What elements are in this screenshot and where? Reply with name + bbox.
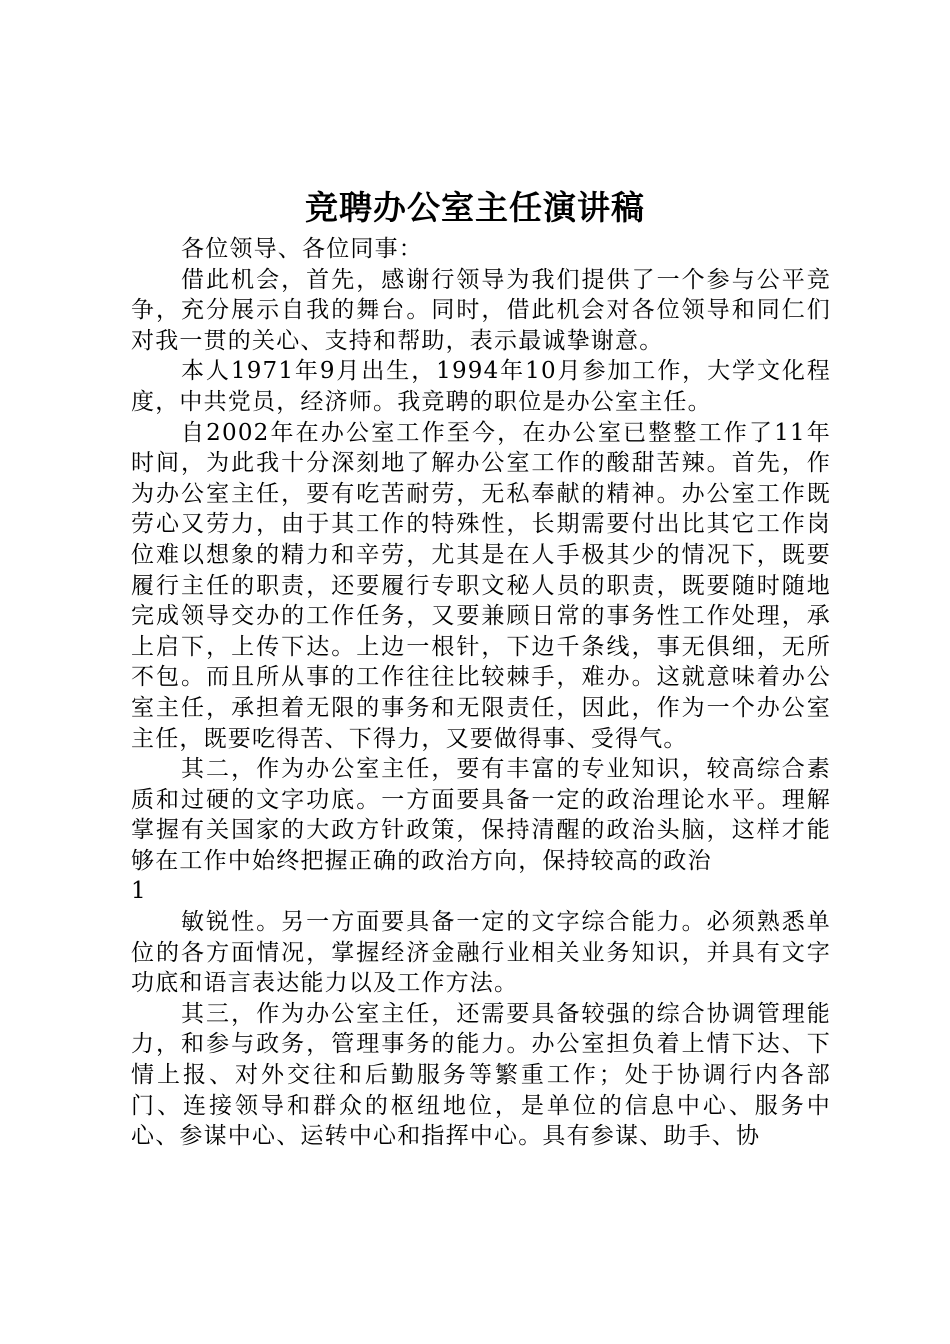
document-title: 竞聘办公室主任演讲稿 [305, 188, 645, 227]
paragraph-3: 自2002年在办公室工作至今，在办公室已整整工作了11年时间，为此我十分深刻地了解办公室工作的酸甜苦辣。首先，作为办公室主任，要有吃苦耐劳，无私奉献的精神。办公室工作既劳心又劳力，由于其工作的特殊性，长期需要付出比其它工作岗位难以想象的精力和辛劳，尤其是在人手极其少的情况下，既要履行主任的职责，还要履行专职文秘人员的职责，既要随时随地完成领导交办的工作任务，又要兼顾日常的事务性工作处理，承上启下，上传下达。上边一根针，下边千条线，事无俱细，无所不包。而且所从事的工作往往比较棘手，难办。这就意味着办公室主任，承担着无限的事务和无限责任，因此，作为一个办公室主任，既要吃得苦、下得力，又要做得事、受得气。 [131, 419, 831, 752]
greeting: 各位领导、各位同事： [181, 236, 423, 262]
paragraph-6: 其三，作为办公室主任，还需要具备较强的综合协调管理能力，和参与政务，管理事务的能力。办公室担负着上情下达、下情上报、对外交往和后勤服务等繁重工作；处于协调行内各部门、连接领导和群众的枢纽地位，是单位的信息中心、服务中心、参谋中心、运转中心和指挥中心。具有参谋、助手、协 [131, 1000, 831, 1150]
page-number: 1 [131, 878, 147, 905]
paragraph-2: 本人1971年9月出生，1994年10月参加工作，大学文化程度，中共党员，经济师。我竞聘的职位是办公室主任。 [131, 358, 831, 415]
paragraph-1: 借此机会，首先，感谢行领导为我们提供了一个参与公平竞争，充分展示自我的舞台。同时，借此机会对各位领导和同仁们对我一贯的关心、支持和帮助，表示最诚挚谢意。 [131, 266, 831, 354]
document-body [131, 234, 831, 1152]
paragraph-4: 其二，作为办公室主任，要有丰富的专业知识，较高综合素质和过硬的文字功底。一方面要具备一定的政治理论水平。理解掌握有关国家的大政方针政策，保持清醒的政治头脑，这样才能够在工作中始终把握正确的政治方向，保持较高的政治 [131, 756, 831, 874]
paragraph-5: 敏锐性。另一方面要具备一定的文字综合能力。必须熟悉单位的各方面情况，掌握经济金融行业相关业务知识，并具有文字功底和语言表达能力以及工作方法。 [131, 909, 831, 997]
